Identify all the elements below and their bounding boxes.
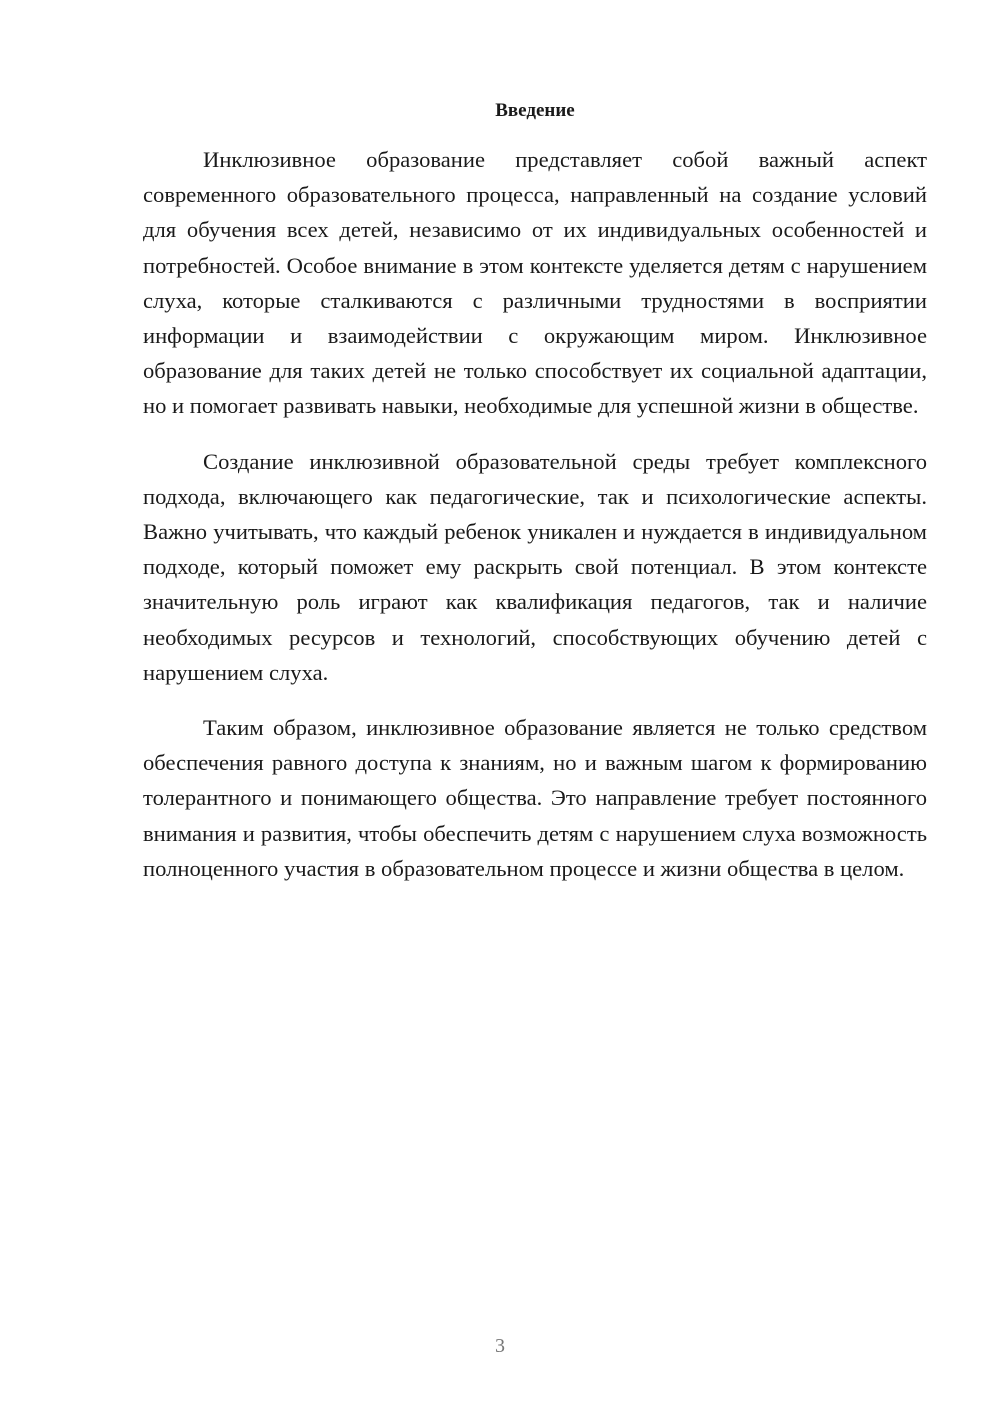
paragraph-3: Таким образом, инклюзивное образование является не только средством обеспечения равного доступа к знаниям, но и важным шагом к формированию толерантного и понимающего общества. Это направление требует постоянного внимания и развития, чтобы обеспечить детям с нарушением слуха возможность полноценного участия в образовательном процессе и жизни общества в целом. — [143, 715, 927, 881]
body-text — [143, 142, 927, 906]
page-title: Введение — [495, 100, 575, 121]
page-number: 3 — [495, 1335, 505, 1357]
paragraph-2: Создание инклюзивной образовательной среды требует комплексного подхода, включающего как педагогические, так и психологические аспекты. Важно учитывать, что каждый ребенок уникален и нуждается в индивидуальном подходе, который поможет ему раскрыть свой потенциал. В этом контексте значительную роль играют как квалификация педагогов, так и наличие необходимых ресурсов и технологий, способствующих обучению детей с нарушением слуха. — [143, 448, 927, 685]
paragraph-1: Инклюзивное образование представляет собой важный аспект современного образовательного процесса, направленный на создание условий для обучения всех детей, независимо от их индивидуальных особенностей и потребностей. Особое внимание в этом контексте уделяется детям с нарушением слуха, которые сталкиваются с различными трудностями в восприятии информации и взаимодействии с окружающим миром. Инклюзивное образование для таких детей не только способствует их социальной адаптации, но и помогает развивать навыки, необходимые для успешной жизни в обществе. — [143, 147, 927, 419]
